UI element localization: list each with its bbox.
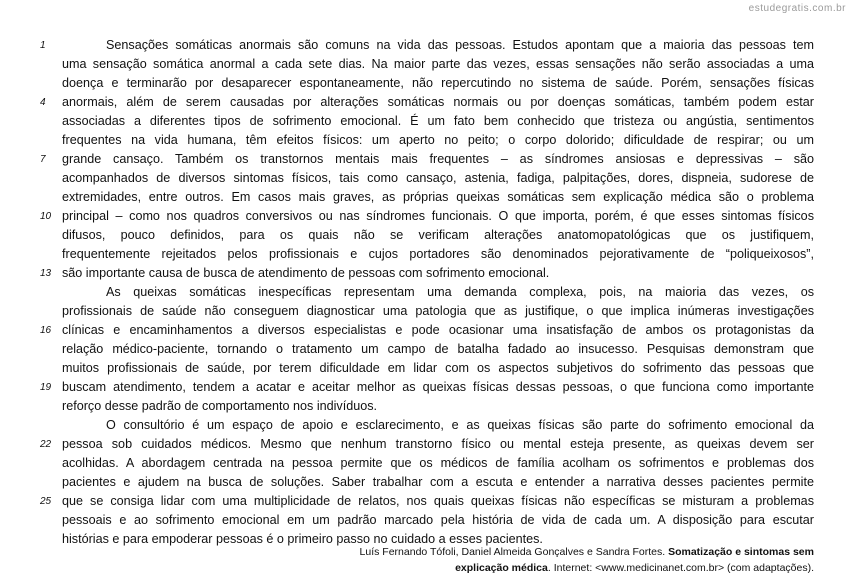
line-number: 13	[40, 268, 52, 279]
source-rest: . Internet: <www.medicinanet.com.br> (com adaptações).	[547, 562, 814, 574]
text-line: muitos profissionais de saúde, por terem dificuldade em lidar com os aspectos subjetivos do sofrimento das pessoas que	[62, 361, 814, 375]
text-line: acolhidas. A abordagem centrada na pessoa permite que os médicos de família acolham os sofrimentos e problemas dos	[62, 456, 814, 470]
text-line: frequentes na vida humana, têm efeitos físicos: um aperto no peito; o corpo dolorido; dificuldade de respirar; ou um	[62, 133, 814, 147]
text-line: acompanhados de diversos sintomas físicos, tais como cansaço, astenia, fadiga, palpitações, dores, dispneia, sudorese de	[62, 171, 814, 185]
text-line: buscam atendimento, tendem a acatar e aceitar melhor as queixas físicas dessas pessoas, o que funciona como importante	[62, 380, 814, 394]
text-line: anormais, além de serem causadas por alterações somáticas normais ou por doenças somáticas, também podem estar	[62, 95, 814, 109]
line-number: 7	[40, 154, 46, 165]
text-line: extremidades, entre outros. Em casos mais graves, as próprias queixas somáticas sem explicação médica são o problema	[62, 190, 814, 204]
line-number: 1	[40, 40, 46, 51]
text-line: grande cansaço. Também os transtornos mentais mais frequentes – as síndromes ansiosas e depressivas – são	[62, 152, 814, 166]
text-line: pessoa sob cuidados médicos. Mesmo que nenhum transtorno físico ou mental esteja presente, as queixas devem ser	[62, 437, 814, 451]
text-line: profissionais de saúde não conseguem diagnosticar uma patologia que as justifique, o que implica inúmeras investigações	[62, 304, 814, 318]
text-line: pessoais e ao sofrimento emocional em um padrão marcado pela história de vida de cada um. A disposição para escutar	[62, 513, 814, 527]
text-line: doença e terminarão por desaparecer espontaneamente, não repercutindo no sistema de saúde. Porém, sensações físicas	[62, 76, 814, 90]
text-line: uma sensação somática anormal a cada sete dias. Na maior parte das vezes, essas sensações não serão associadas a uma	[62, 57, 814, 71]
text-line: principal – como nos quadros conversivos ou nas síndromes funcionais. O que importa, porém, é que esses sintomas físicos	[62, 209, 814, 223]
source-line-2	[360, 560, 814, 576]
watermark: estudegratis.com.br	[748, 3, 846, 14]
text-line: As queixas somáticas inespecíficas representam uma demanda complexa, pois, na maioria das vezes, os	[106, 285, 814, 299]
text-line: são importante causa de busca de atendimento de pessoas com sofrimento emocional.	[62, 266, 550, 280]
line-number: 19	[40, 382, 52, 393]
text-line: Sensações somáticas anormais são comuns na vida das pessoas. Estudos apontam que a maioria das pessoas tem	[106, 38, 814, 52]
source-citation	[360, 544, 814, 576]
line-number: 4	[40, 97, 46, 108]
source-title-part2: explicação médica	[455, 562, 548, 574]
line-number: 25	[40, 496, 52, 507]
line-number: 16	[40, 325, 52, 336]
source-line-1	[360, 544, 814, 560]
source-title-part1: Somatização e sintomas sem	[668, 546, 814, 558]
text-line: associadas a diferentes tipos de sofrimento emocional. É um fato bem conhecido que tristeza ou angústia, sentimentos	[62, 114, 814, 128]
text-line: clínicas e encaminhamentos a diversos especialistas e pode ocasionar uma insatisfação de ambos os protagonistas da	[62, 323, 814, 337]
text-line: frequentemente rejeitados pelos profissionais e cujos portadores são denominados pejorativamente de “poliqueixosos”,	[62, 247, 814, 261]
source-authors: Luís Fernando Tófoli, Daniel Almeida Gonçalves e Sandra Fortes.	[359, 546, 666, 558]
text-line: que se consiga lidar com uma multiplicidade de relatos, nos quais queixas físicas não específicas se misturam a problemas	[62, 494, 814, 508]
text-line: histórias e para empoderar pessoas é o primeiro passo no cuidado a esses pacientes.	[62, 532, 543, 546]
text-line: difusos, pouco definidos, para os quais não se verificam alterações anatomopatológicas que os justifiquem,	[62, 228, 814, 242]
line-number: 10	[40, 211, 52, 222]
line-number: 22	[40, 439, 52, 450]
text-line: relação médico-paciente, tornando o tratamento um campo de batalha fadado ao insucesso. Pesquisas demonstram que	[62, 342, 814, 356]
text-line: O consultório é um espaço de apoio e esclarecimento, e as queixas físicas são parte do sofrimento emocional da	[106, 418, 814, 432]
text-line: pacientes e ajudem na busca de soluções. Saber trabalhar com a escuta e entender a narrativa desses pacientes permite	[62, 475, 814, 489]
text-line: reforço desse padrão de comportamento nos indivíduos.	[62, 399, 378, 413]
